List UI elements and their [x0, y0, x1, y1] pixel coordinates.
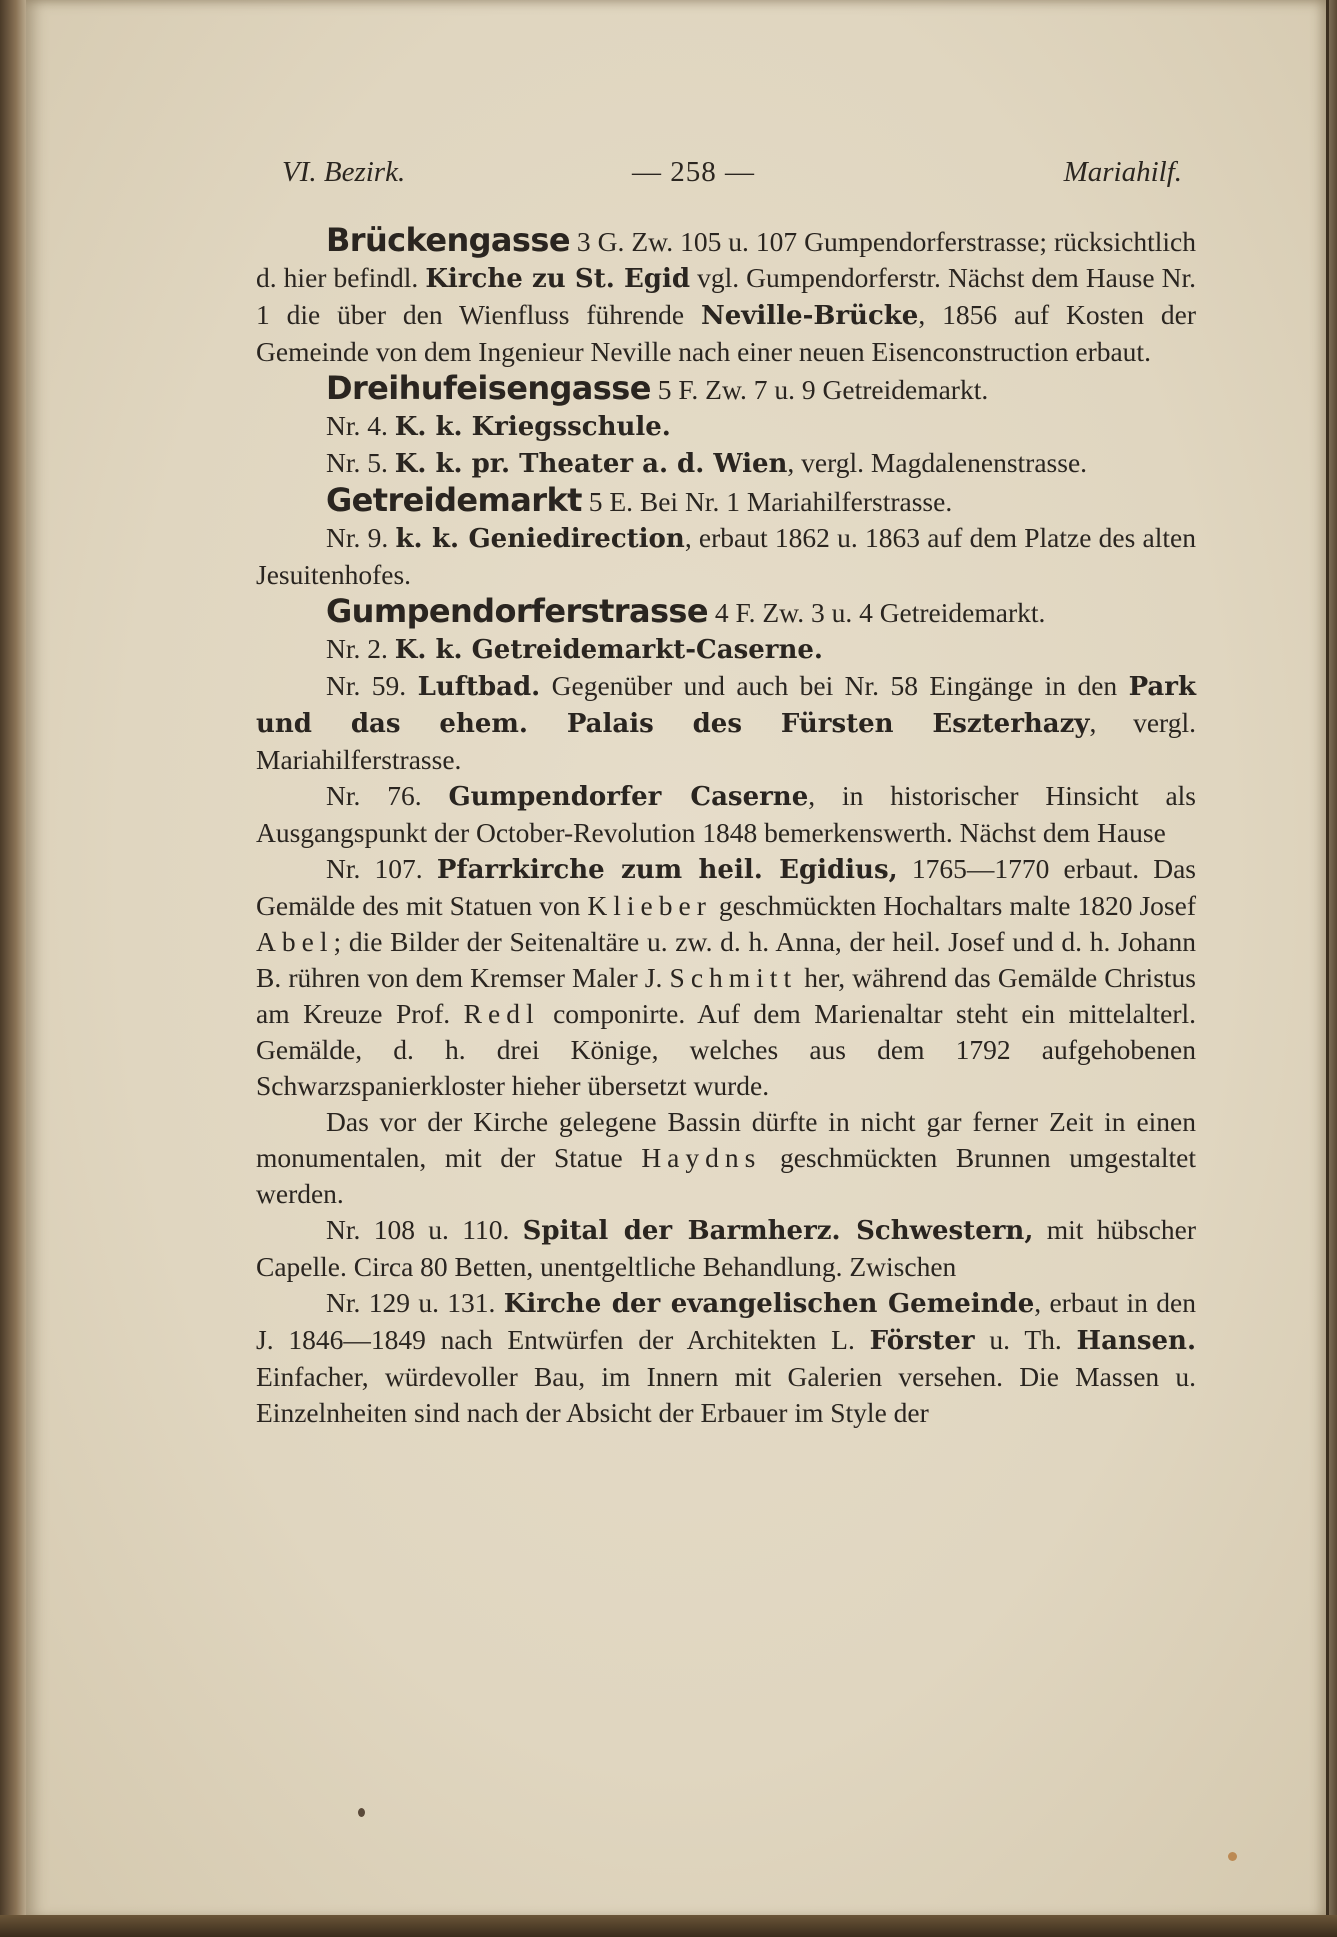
house-number: Nr. 5.	[326, 447, 395, 478]
entry-text: 3 G. Zw. 105 u. 107 Gumpendorferstrasse; rücksichtlich d. hier befindl.	[256, 226, 1196, 293]
entry-text: Einfacher, würdevoller Bau, im Innern mit Galerien versehen. Die Massen u. Einzelnheiten sind nach der Absicht der Erbauer im Style der	[256, 1361, 1196, 1428]
bold-name: k. k. Geniedirection	[395, 524, 685, 554]
page-bottom-edge	[0, 1915, 1337, 1937]
entry-subitem	[256, 1212, 1196, 1285]
entry-text: 5 F. Zw. 7 u. 9 Getreidemarkt.	[650, 374, 989, 405]
entry-brueckengasse	[256, 222, 1196, 370]
entry-text: , erbaut 1862 u. 1863 auf dem Platze des alten Jesuitenhofes.	[256, 522, 1196, 590]
running-header	[282, 156, 1182, 196]
entry-subitem	[256, 408, 1196, 445]
spaced-name: Klieber	[587, 890, 712, 921]
entry-getreidemarkt	[256, 482, 1196, 520]
entry-subitem	[256, 1285, 1196, 1431]
entry-text: , erbaut in den J. 1846—1849 nach Entwürfen der Architekten L.	[256, 1287, 1196, 1355]
bold-name: K. k. pr. Theater a. d. Wien	[394, 449, 788, 479]
house-number: Nr. 107.	[326, 853, 437, 884]
entry-gumpendorferstrasse	[256, 593, 1196, 631]
entry-text: 1765—1770 erbaut. Das Gemälde des mit Statuen von	[256, 853, 1197, 921]
spaced-name: Redl	[463, 998, 540, 1029]
bold-name: Kirche der evangelischen Gemeinde	[503, 1289, 1035, 1319]
entry-text: vgl. Gumpendorferstr. Nächst dem Hause Nr. 1 die über den Wienfluss führende	[256, 262, 1196, 330]
entry-text: Gegenüber und auch bei Nr. 58 Eingänge in den	[540, 670, 1129, 701]
spaced-name: Haydns	[641, 1142, 762, 1173]
bold-name: Hansen.	[1076, 1326, 1196, 1356]
bold-name: Pfarrkirche zum heil. Egidius,	[436, 855, 898, 885]
bold-name: Spital der Barmherz. Schwestern,	[522, 1216, 1034, 1246]
entry-subitem	[256, 631, 1196, 668]
header-district: VI. Bezirk.	[282, 156, 406, 188]
entry-heading: Brückengasse	[326, 221, 570, 259]
entry-text: 5 E. Bei Nr. 1 Mariahilferstrasse.	[581, 486, 953, 517]
ink-dot	[358, 1808, 365, 1817]
bold-name: Kirche zu St. Egid	[425, 264, 691, 294]
entry-heading: Gumpendorferstrasse	[326, 592, 708, 630]
house-number: Nr. 59.	[326, 670, 418, 701]
entry-text: geschmückten Hochaltars malte 1820 Josef	[711, 890, 1197, 921]
page-body-text	[256, 222, 1196, 1431]
entry-text: , 1856 auf Kosten der Gemeinde von dem Ingenieur Neville nach einer neuen Eisenconstruction erbaut.	[256, 299, 1196, 367]
entry-text: her, während das Gemälde Christus am Kreuze Prof.	[256, 962, 1196, 1029]
house-number: Nr. 76.	[326, 780, 449, 811]
entry-text: ; die Bilder der Seitenaltäre u. zw. d. h. Anna, der heil. Josef und d. h. Johann B. rühren von dem Kremser Maler J.	[256, 926, 1196, 993]
entry-subitem	[256, 778, 1196, 851]
entry-subitem	[256, 520, 1196, 593]
bold-name: K. k. Kriegsschule.	[394, 412, 671, 442]
bold-name: Park und das ehem. Palais des Fürsten Eszterhazy	[256, 672, 1196, 739]
spaced-name: Abel	[256, 926, 334, 957]
page-number: — 258 —	[632, 156, 755, 188]
entry-text: 4 F. Zw. 3 u. 4 Getreidemarkt.	[707, 597, 1046, 628]
house-number: Nr. 129 u. 131.	[326, 1287, 504, 1318]
entry-paragraph	[256, 1104, 1196, 1212]
house-number: Nr. 2.	[326, 633, 395, 664]
bold-name: Luftbad.	[417, 672, 541, 702]
bold-name: K. k. Getreidemarkt-Caserne.	[394, 635, 823, 665]
stain-spot	[1228, 1852, 1237, 1861]
house-number: Nr. 4.	[326, 410, 395, 441]
bold-name: Neville-Brücke	[701, 301, 919, 331]
entry-subitem	[256, 668, 1196, 778]
entry-dreihufeisengasse	[256, 370, 1196, 408]
entry-text: componirte. Auf dem Marienaltar steht ein mittelalterl. Gemälde, d. h. drei Könige, welches aus dem 1792 aufgehobenen Schwarzspanierkloster hieher übersetzt wurde.	[256, 998, 1196, 1101]
entry-heading: Dreihufeisengasse	[326, 369, 651, 407]
entry-text: u. Th.	[974, 1324, 1077, 1355]
house-number: Nr. 9.	[326, 522, 396, 553]
entry-text: , vergl. Magdalenenstrasse.	[787, 447, 1088, 478]
header-district-name: Mariahilf.	[1063, 156, 1182, 188]
house-number: Nr. 108 u. 110.	[326, 1214, 523, 1245]
entry-heading: Getreidemarkt	[326, 481, 582, 519]
entry-subitem	[256, 445, 1196, 482]
entry-text: mit hübscher Capelle. Circa 80 Betten, unentgeltliche Behandlung. Zwischen	[256, 1214, 1196, 1282]
entry-subitem	[256, 851, 1196, 1104]
entry-text: Das vor der Kirche gelegene Bassin dürfte in nicht gar ferner Zeit in einen monumentalen, mit der Statue	[256, 1106, 1196, 1173]
bold-name: Förster	[869, 1326, 975, 1356]
bold-name: Gumpendorfer Caserne	[448, 782, 809, 812]
entry-text: , vergl. Mariahilferstrasse.	[256, 707, 1196, 775]
spaced-name: Schmitt	[669, 962, 798, 993]
entry-text: , in historischer Hinsicht als Ausgangspunkt der October-Revolution 1848 bemerkenswerth. Nächst dem Hause	[256, 780, 1196, 848]
entry-text: geschmückten Brunnen umgestaltet werden.	[256, 1142, 1196, 1209]
